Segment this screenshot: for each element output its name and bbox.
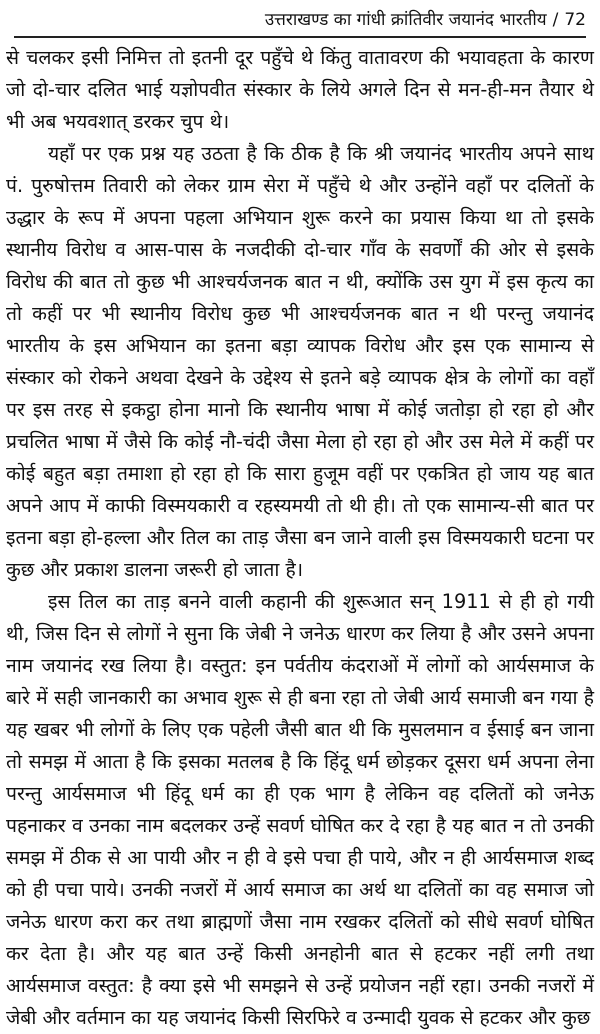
header-separator: / — [552, 10, 559, 30]
paragraph-3: इस तिल का ताड़ बनने वाली कहानी की शुरूआत सन् 1911 से ही हो गयी थी, जिस दिन से लोगों ने सुना कि जेबी ने जनेऊ धारण कर लिया है और उसने अपना नाम जयानंद रख लिया है। वस्तुत: इन पर्वतीय कंदराओं में लोगों को आर्यसमाज के बारे में सही जानकारी का अभाव शुरू से ही बना रहा तो जेबी आर्य समाजी बन गया है यह खबर भी लोगों के लिए एक पहेली जैसी बात थी कि मुसलमान व ईसाई बन जाना तो समझ में आता है कि इसका मतलब है कि हिंदू धर्म छोड़कर दूसरा धर्म अपना लेना परन्तु आर्यसमाज भी हिंदू धर्म का ही एक भाग है लेकिन वह दलितों को जनेऊ पहनाकर व उनका नाम बदलकर उन्हें सवर्ण घोषित कर दे रहा है यह बात न तो उनकी समझ में ठीक से आ पायी और न ही वे इसे पचा ही पाये, और न ही आर्यसमाज शब्द को ही पचा पाये। उनकी नजरों में आर्य समाज का अर्थ था दलितों का वह समाज जो जनेऊ धारण करा कर तथा ब्राह्मणों जैसा नाम रखकर दलितों को सीधे सवर्ण घोषित कर देता है। और यह बात उन्हें किसी अनहोनी बात से हटकर नहीं लगी तथा आर्यसमाज वस्तुत: है क्या इसे भी समझने से उन्हें प्रयोजन नहीं रहा। उनकी नजरों में जेबी और वर्तमान का यह जयानंद किसी सिरफिरे व उन्मादी युवक से हटकर और कुछ — [6, 590, 594, 1029]
running-header — [14, 6, 586, 38]
running-title: उत्तराखण्ड का गांधी क्रांतिवीर जयानंद भारतीय — [264, 10, 547, 30]
page-body — [6, 42, 594, 1034]
page-number: 72 — [564, 10, 586, 30]
paragraph-1: से चलकर इसी निमित्त तो इतनी दूर पहुँचे थे किंतु वातावरण की भयावहता के कारण जो दो-चार दलित भाई यज्ञोपवीत संस्कार के लिये अगले दिन से मन-ही-मन तैयार थे भी अब भयवशात् डरकर चुप थे। — [6, 46, 594, 133]
paragraph-2: यहाँ पर एक प्रश्न यह उठता है कि ठीक है कि श्री जयानंद भारतीय अपने साथ पं. पुरुषोत्तम तिवारी को लेकर ग्राम सेरा में पहुँचे थे और उन्होंने वहाँ पर दलितों के उद्धार के रूप में अपना पहला अभियान शुरू करने का प्रयास किया था तो इसके स्थानीय विरोध व आस-पास के नजदीकी दो-चार गाँव के सवर्णों की ओर से इसके विरोध की बात तो कुछ भी आश्चर्यजनक बात न थी, क्योंकि उस युग में इस कृत्य का तो कहीं पर भी स्थानीय विरोध कुछ भी आश्चर्यजनक बात न थी परन्तु जयानंद भारतीय के इस अभियान का इतना बड़ा व्यापक विरोध और इस एक सामान्य से संस्कार को रोकने अथवा देखने के उद्देश्य से इतने बड़े व्यापक क्षेत्र के लोगों का वहाँ पर इस तरह से इकट्ठा होना मानो कि स्थानीय भाषा में कोई जतोड़ा हो रहा हो और प्रचलित भाषा में जैसे कि कोई नौ-चंदी जैसा मेला हो रहा हो और उस मेले में कहीं पर कोई बहुत बड़ा तमाशा हो रहा हो कि सारा हुजूम वहीं पर एकत्रित हो जाय यह बात अपने आप में काफी विस्मयकारी व रहस्यमयी तो थी ही। तो एक सामान्य-सी बात पर इतना बड़ा हो-हल्ला और तिल का ताड़ जैसा बन जाने वाली इस विस्मयकारी घटना पर कुछ और प्रकाश डालना जरूरी हो जाता है। — [6, 142, 594, 581]
